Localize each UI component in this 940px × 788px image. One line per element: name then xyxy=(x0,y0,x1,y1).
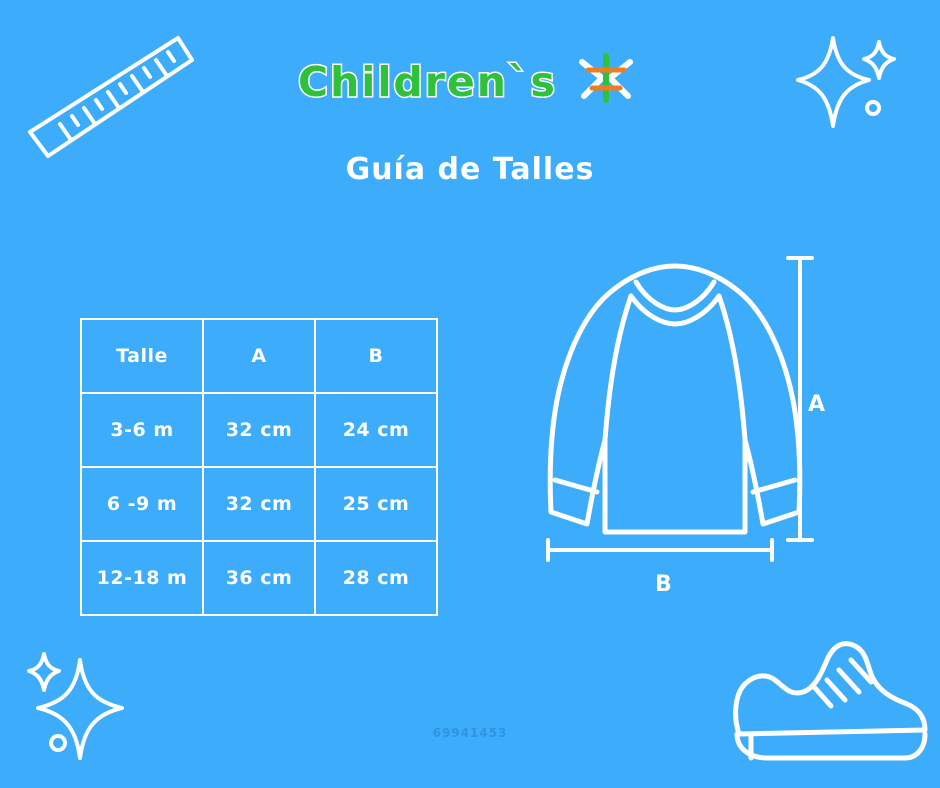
cell-b: 25 cm xyxy=(315,467,437,541)
table-row xyxy=(81,393,437,467)
cell-a: 36 cm xyxy=(203,541,315,615)
size-table xyxy=(80,318,438,616)
cell-size: 12-18 m xyxy=(81,541,203,615)
cell-a: 32 cm xyxy=(203,467,315,541)
sneaker-icon xyxy=(715,630,930,779)
cell-size: 6 -9 m xyxy=(81,467,203,541)
measure-b-line xyxy=(540,536,780,566)
table-row xyxy=(81,541,437,615)
table-header-row xyxy=(81,319,437,393)
header-a: A xyxy=(203,319,315,393)
header-talle: Talle xyxy=(81,319,203,393)
table-row xyxy=(81,467,437,541)
cell-a: 32 cm xyxy=(203,393,315,467)
sparkle-icon xyxy=(18,640,138,764)
cell-size: 3-6 m xyxy=(81,393,203,467)
cell-b: 24 cm xyxy=(315,393,437,467)
brand-logo xyxy=(0,52,940,112)
footer-code: 69941453 xyxy=(432,726,508,740)
cell-b: 28 cm xyxy=(315,541,437,615)
measure-a-label: A xyxy=(808,392,826,417)
children-logo-icon xyxy=(572,50,642,110)
measure-b-label: B xyxy=(655,572,672,597)
header-b: B xyxy=(315,319,437,393)
page-title: Guía de Talles xyxy=(345,152,595,187)
brand-name: Children`s xyxy=(298,58,557,106)
